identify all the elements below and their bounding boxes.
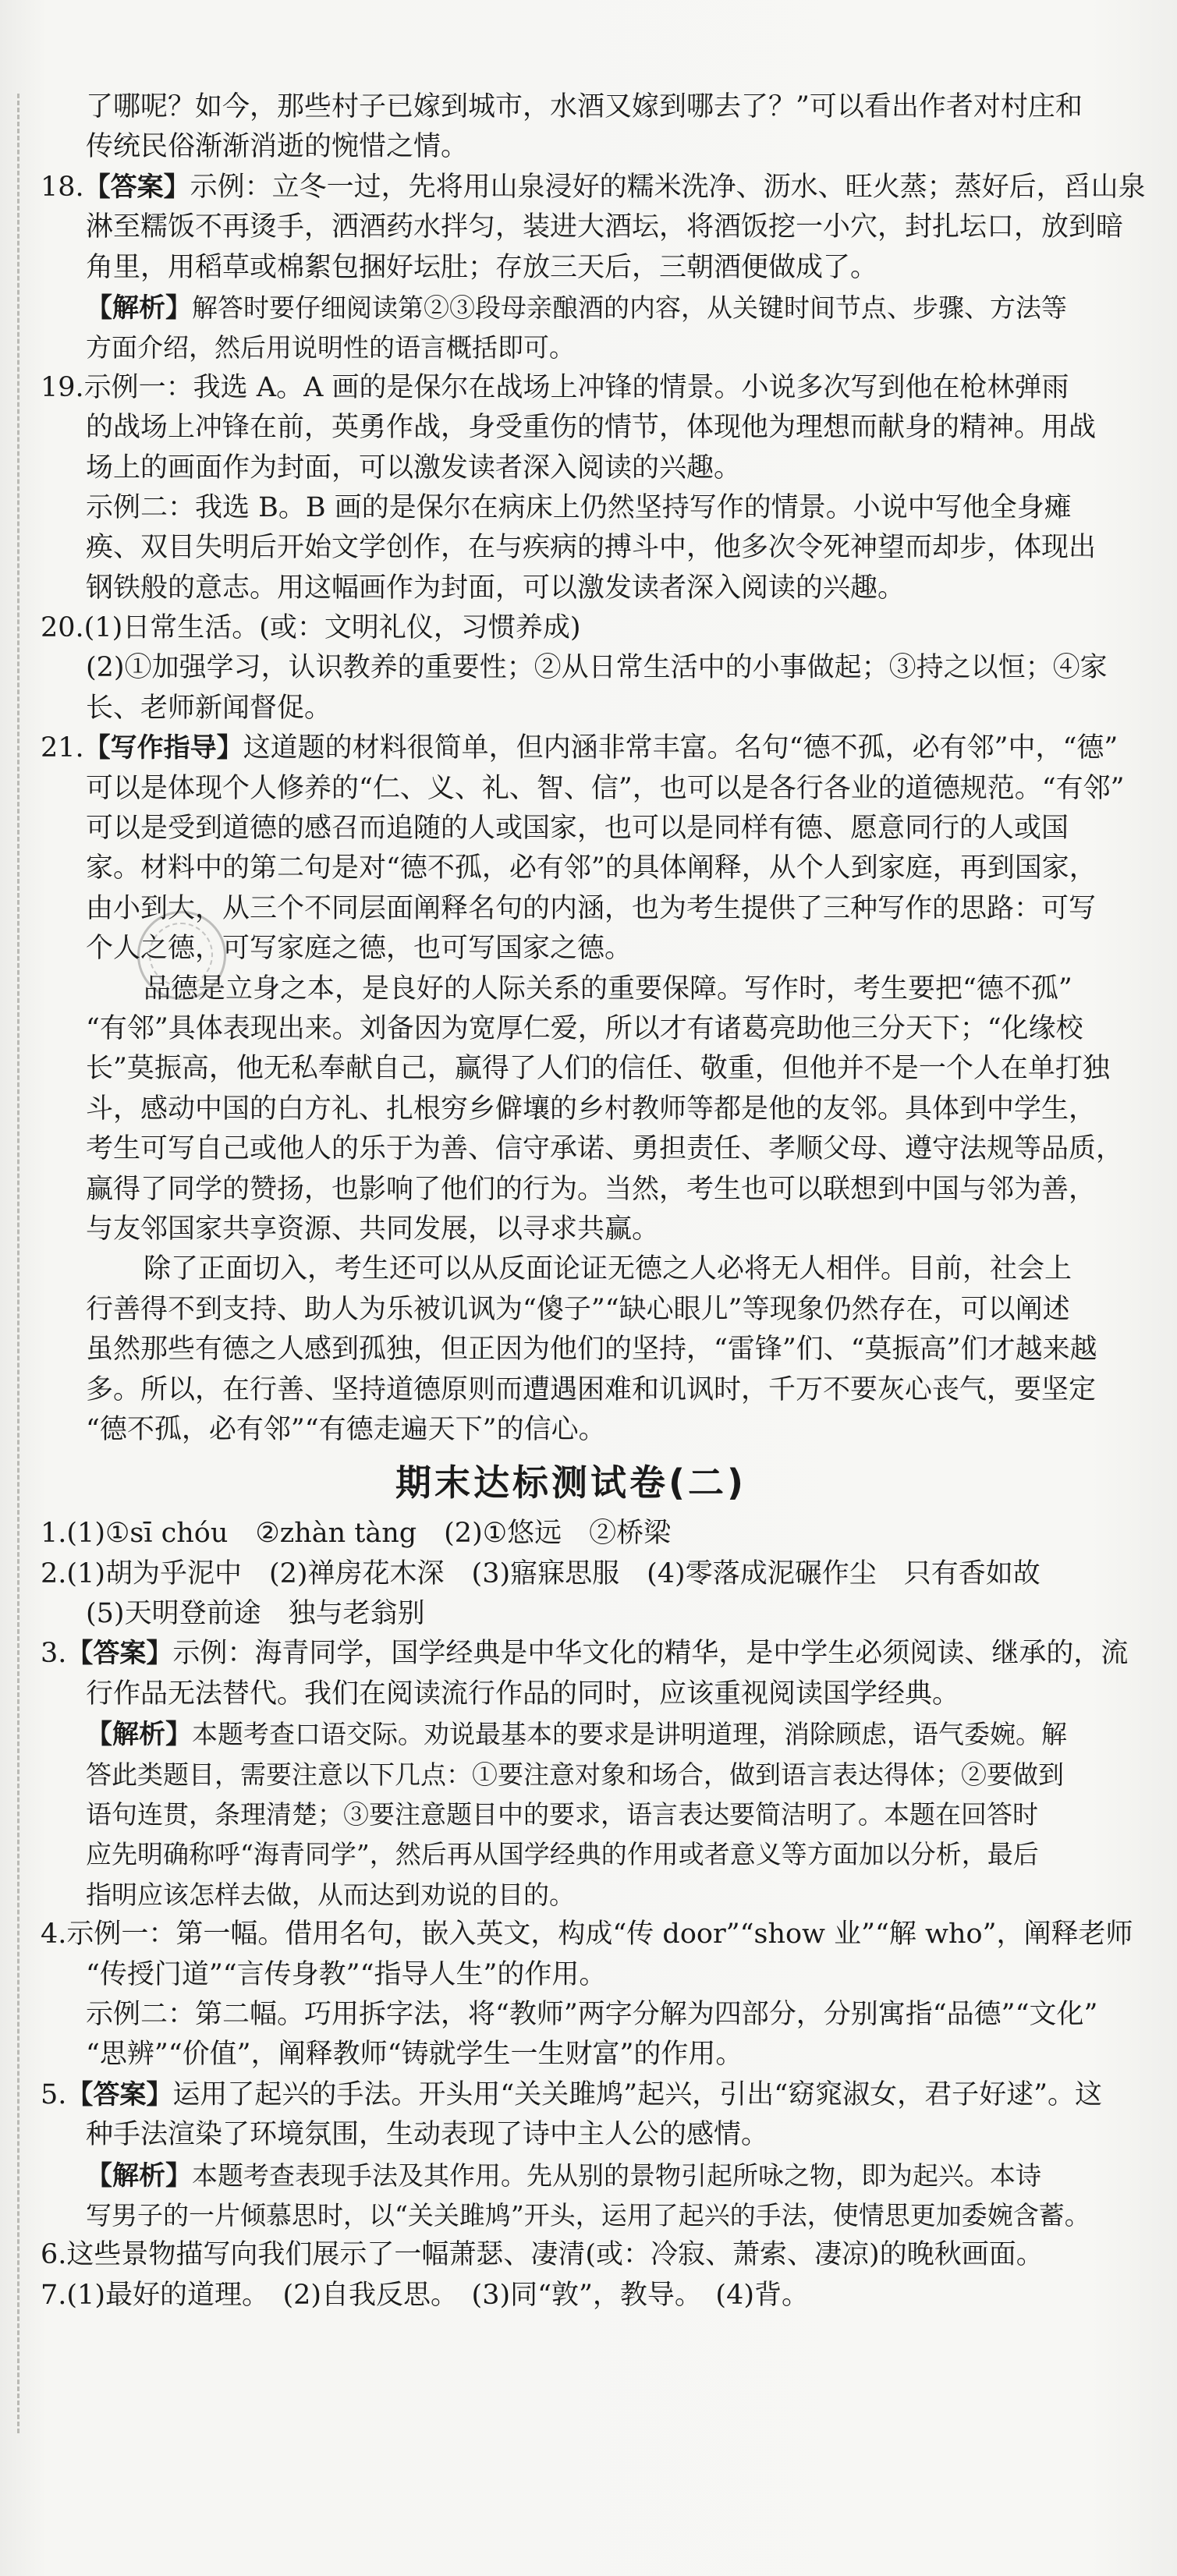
text-run: 18. — [41, 171, 84, 203]
text-run: 应先明确称呼“海青同学”，然后再从国学经典的作用或者意义等方面加以分析，最后 — [86, 1839, 1039, 1870]
text-run: 斗，感动中国的白方礼、扎根穷乡僻壤的乡村教师等都是他的友邻。具体到中学生， — [86, 1093, 1097, 1125]
text-run: 家。材料中的第二句是对“德不孤，必有邻”的具体阐释，从个人到家庭，再到国家， — [86, 852, 1097, 884]
text-line — [41, 2195, 1101, 2235]
text-run: 20.(1)日常生活。(或：文明礼仪，习惯养成) — [41, 612, 581, 644]
text-run: 19.示例一：我选 A。A 画的是保尔在战场上冲锋的情景。小说多次写到他在枪林弹雨 — [41, 371, 1069, 403]
text-line — [41, 2075, 1101, 2115]
text-run: 种手法渲染了环境氛围，生动表现了诗中主人公的感情。 — [86, 2119, 769, 2151]
text-line — [41, 1915, 1133, 1954]
text-run: 赢得了同学的赞扬，也影响了他们的行为。当然，考生也可以联想到中国与邻为善， — [86, 1173, 1097, 1205]
answer-content — [41, 87, 1146, 2316]
label-tag: 【解析】 — [86, 1719, 192, 1751]
text-run: 场上的画面作为封面，可以激发读者深入阅读的兴趣。 — [86, 452, 742, 484]
text-run: 传统民俗渐渐消逝的惋惜之情。 — [86, 131, 469, 163]
text-run: 了哪呢？如今，那些村子已嫁到城市，水酒又嫁到哪去了？”可以看出作者对村庄和 — [86, 91, 1083, 122]
text-run: 行作品无法替代。我们在阅读流行作品的同时，应该重视阅读国学经典。 — [86, 1678, 960, 1710]
binding-margin-line — [17, 94, 19, 2433]
text-line — [41, 408, 1101, 448]
text-run: 1.(1)①sī chóu ②zhàn tàng (2)①悠远 ②桥梁 — [41, 1518, 672, 1550]
text-run: 指明应该怎样去做，从而达到劝说的目的。 — [86, 1879, 575, 1910]
text-run: 方面介绍，然后用说明性的语言概括即可。 — [86, 332, 575, 363]
text-run: “德不孤，必有邻”“有德走遍天下”的信心。 — [86, 1413, 606, 1445]
item-5 — [41, 2075, 1101, 2236]
text-line — [41, 488, 1101, 528]
text-line — [41, 207, 1124, 247]
label-tag: 【写作指导】 — [83, 732, 243, 764]
label-tag: 【答案】 — [83, 171, 190, 203]
text-line — [41, 769, 1125, 809]
text-run: “传授门道”“言传身教”“指导人生”的作用。 — [86, 1958, 607, 1990]
text-run: 由小到大，从三个不同层面阐释名句的内涵，也为考生提供了三种写作的思路：可写 — [86, 892, 1097, 924]
text-line — [41, 1330, 1101, 1369]
label-tag: 【解析】 — [86, 292, 192, 324]
text-run: 可以是体现个人修养的“仁、义、礼、智、信”，也可以是各行各业的道德规范。“有邻” — [86, 772, 1125, 804]
item-7 — [41, 2276, 1101, 2316]
text-run: 长”莫振高，他无私奉献自己，赢得了人们的信任、敬重，但他并不是一个人在单打独 — [86, 1053, 1110, 1085]
text-run: 解答时要仔细阅读第②③段母亲酿酒的内容，从关键时间节点、步骤、方法等 — [192, 292, 1067, 323]
text-line — [41, 1955, 1101, 1995]
text-run: 语句连贯，条理清楚；③要注意题目中的要求，语言表达要简洁明了。本题在回答时 — [86, 1799, 1038, 1830]
text-run: 品德是立身之本，是良好的人际关系的重要保障。写作时，考生要把“德不孤” — [144, 973, 1072, 1005]
text-line — [41, 1170, 1101, 1210]
text-line — [41, 1129, 1124, 1169]
text-run: 示例：海青同学，国学经典是中华文化的精华，是中学生必须阅读、继承的，流 — [172, 1638, 1129, 1670]
text-line — [41, 648, 1108, 688]
text-line — [41, 328, 1101, 367]
text-run: 运用了起兴的手法。开头用“关关雎鸠”起兴，引出“窈窕淑女，君子好逑”。这 — [172, 2078, 1102, 2110]
item-4 — [41, 1915, 1133, 2075]
text-line — [41, 1049, 1110, 1089]
text-run: 写男子的一片倾慕思时，以“关关雎鸠”开头，运用了起兴的手法，使情思更加委婉含蓄。 — [86, 2199, 1090, 2231]
label-tag: 【答案】 — [66, 1638, 173, 1670]
text-line — [41, 87, 1101, 127]
text-line — [41, 248, 1101, 288]
text-line — [41, 569, 1101, 608]
text-line — [41, 1875, 1101, 1915]
text-run: 多。所以，在行善、坚持道德原则而遭遇困难和讥讽时，千万不要灰心丧气，要坚定 — [86, 1373, 1097, 1405]
text-run: (2)①加强学习，认识教养的重要性；②从日常生活中的小事做起；③持之以恒；④家 — [86, 652, 1108, 684]
text-run: 本题考查口语交际。劝说最基本的要求是讲明道理，消除顾虑，语气委婉。解 — [192, 1719, 1067, 1750]
text-run: 钢铁般的意志。用这幅画作为封面，可以激发读者深入阅读的兴趣。 — [86, 572, 906, 604]
text-line — [41, 1834, 1101, 1874]
text-line — [41, 1995, 1101, 2035]
text-run: 4.示例一：第一幅。借用名句，嵌入英文，构成“传 door”“show 业”“解 who”，阐释老师 — [41, 1919, 1133, 1951]
text-line — [41, 368, 1101, 408]
text-run: 示例二：第二幅。巧用拆字法，将“教师”两字分解为四部分，分别寓指“品德”“文化” — [86, 1998, 1098, 2030]
item-19 — [41, 368, 1101, 608]
text-line — [41, 1249, 1101, 1289]
item-17-continued — [41, 87, 1101, 168]
label-tag: 【解析】 — [86, 2160, 192, 2192]
text-line — [41, 889, 1101, 929]
text-run: 行善得不到支持、助人为乐被讥讽为“傻子”“缺心眼儿”等现象仍然存在，可以阐述 — [86, 1293, 1070, 1325]
text-run: 5. — [41, 2078, 67, 2110]
text-run: 可以是受到道德的感召而追随的人或国家，也可以是同样有德、愿意同行的人或国 — [86, 813, 1069, 845]
text-line — [41, 1410, 1101, 1450]
text-line — [41, 2035, 1101, 2075]
text-run: 本题考查表现手法及其作用。先从别的景物引起所咏之物，即为起兴。本诗 — [192, 2160, 1041, 2191]
text-line — [41, 809, 1101, 849]
text-line — [41, 2276, 1101, 2316]
text-line — [41, 1554, 1101, 1594]
text-run: 3. — [41, 1638, 67, 1670]
text-run: 除了正面切入，考生还可以从反面论证无德之人必将无人相伴。目前，社会上 — [144, 1253, 1072, 1285]
item-21 — [41, 728, 1125, 1450]
text-run: 痪、双目失明后开始文学创作，在与疾病的搏斗中，他多次令死神望而却步，体现出 — [86, 532, 1097, 564]
text-line — [41, 528, 1101, 568]
text-run: (5)天明登前途 独与老翁别 — [86, 1598, 425, 1630]
text-line — [41, 849, 1101, 888]
text-run: 这道题的材料很简单，但内涵非常丰富。名句“德不孤，必有邻”中，“德” — [243, 732, 1119, 764]
item-3 — [41, 1634, 1129, 1915]
text-line — [41, 728, 1119, 768]
text-run: 虽然那些有德之人感到孤独，但正因为他们的坚持，“雷锋”们、“莫振高”们才越来越 — [86, 1334, 1097, 1366]
text-run: 角里，用稻草或棉絮包捆好坛肚；存放三天后，三朝酒便做成了。 — [86, 251, 878, 283]
text-line — [41, 1290, 1101, 1330]
text-line — [41, 1009, 1101, 1049]
text-run: “有邻”具体表现出来。刘备因为宽厚仁爱，所以才有诸葛亮助他三分天下；“化缘校 — [86, 1012, 1083, 1044]
text-line — [41, 969, 1101, 1009]
text-line — [41, 608, 1101, 648]
text-line — [41, 448, 1101, 488]
item-1 — [41, 1514, 1101, 1554]
text-line — [41, 1674, 1101, 1714]
text-run: 示例：立冬一过，先将用山泉浸好的糯米洗净、沥水、旺火蒸；蒸好后，舀山泉 — [190, 171, 1146, 203]
text-run: 7.(1)最好的道理。 (2)自我反思。 (3)同“敦”，教导。 (4)背。 — [41, 2279, 809, 2311]
text-line — [41, 1594, 1101, 1634]
text-line — [41, 1514, 1101, 1554]
text-run: 2.(1)胡为乎泥中 (2)禅房花木深 (3)寤寐思服 (4)零落成泥碾作尘 只有香如故 — [41, 1557, 1041, 1589]
text-line — [41, 929, 1101, 969]
label-tag: 【答案】 — [66, 2078, 173, 2110]
text-run: 答此类题目，需要注意以下几点：①要注意对象和场合，做到语言表达得体；②要做到 — [86, 1759, 1064, 1790]
text-line — [41, 1210, 1101, 1249]
text-run: 与友邻国家共享资源、共同发展，以寻求共赢。 — [86, 1213, 660, 1245]
text-line — [41, 2235, 1101, 2275]
text-line — [41, 1795, 1101, 1834]
text-line — [41, 2115, 1101, 2155]
text-line — [41, 168, 1146, 207]
item-20 — [41, 608, 1108, 728]
text-line — [41, 1090, 1101, 1129]
text-line — [41, 689, 1101, 728]
text-line — [41, 1634, 1129, 1674]
text-run: 长、老师新闻督促。 — [86, 692, 332, 724]
text-line — [41, 1714, 1101, 1754]
text-run: 个人之德，可写家庭之德，也可写国家之德。 — [86, 933, 633, 965]
text-run: 21. — [41, 732, 84, 764]
text-run: 淋至糯饭不再烫手，洒酒药水拌匀，装进大酒坛，将酒饭挖一小穴，封扎坛口，放到暗 — [86, 211, 1124, 243]
text-line — [41, 2156, 1101, 2195]
item-2 — [41, 1554, 1101, 1635]
text-run: “思辨”“价值”，阐释教师“铸就学生一生财富”的作用。 — [86, 2039, 743, 2071]
text-run: 6.这些景物描写向我们展示了一幅萧瑟、凄清(或：冷寂、萧索、凄凉)的晚秋画面。 — [41, 2239, 1044, 2271]
item-6 — [41, 2235, 1101, 2275]
text-run: 考生可写自己或他人的乐于为善、信守承诺、勇担责任、孝顺父母、遵守法规等品质， — [86, 1133, 1124, 1165]
text-run: 示例二：我选 B。B 画的是保尔在病床上仍然坚持写作的情景。小说中写他全身瘫 — [86, 491, 1072, 523]
text-line — [41, 127, 1101, 167]
text-line — [41, 1370, 1101, 1410]
text-run: 的战场上冲锋在前，英勇作战，身受重伤的情节，体现他为理想而献身的精神。用战 — [86, 412, 1097, 444]
text-line — [41, 1755, 1101, 1795]
section-title: 期末达标测试卷(二) — [395, 1462, 747, 1504]
item-18 — [41, 168, 1146, 368]
text-line — [41, 288, 1101, 328]
